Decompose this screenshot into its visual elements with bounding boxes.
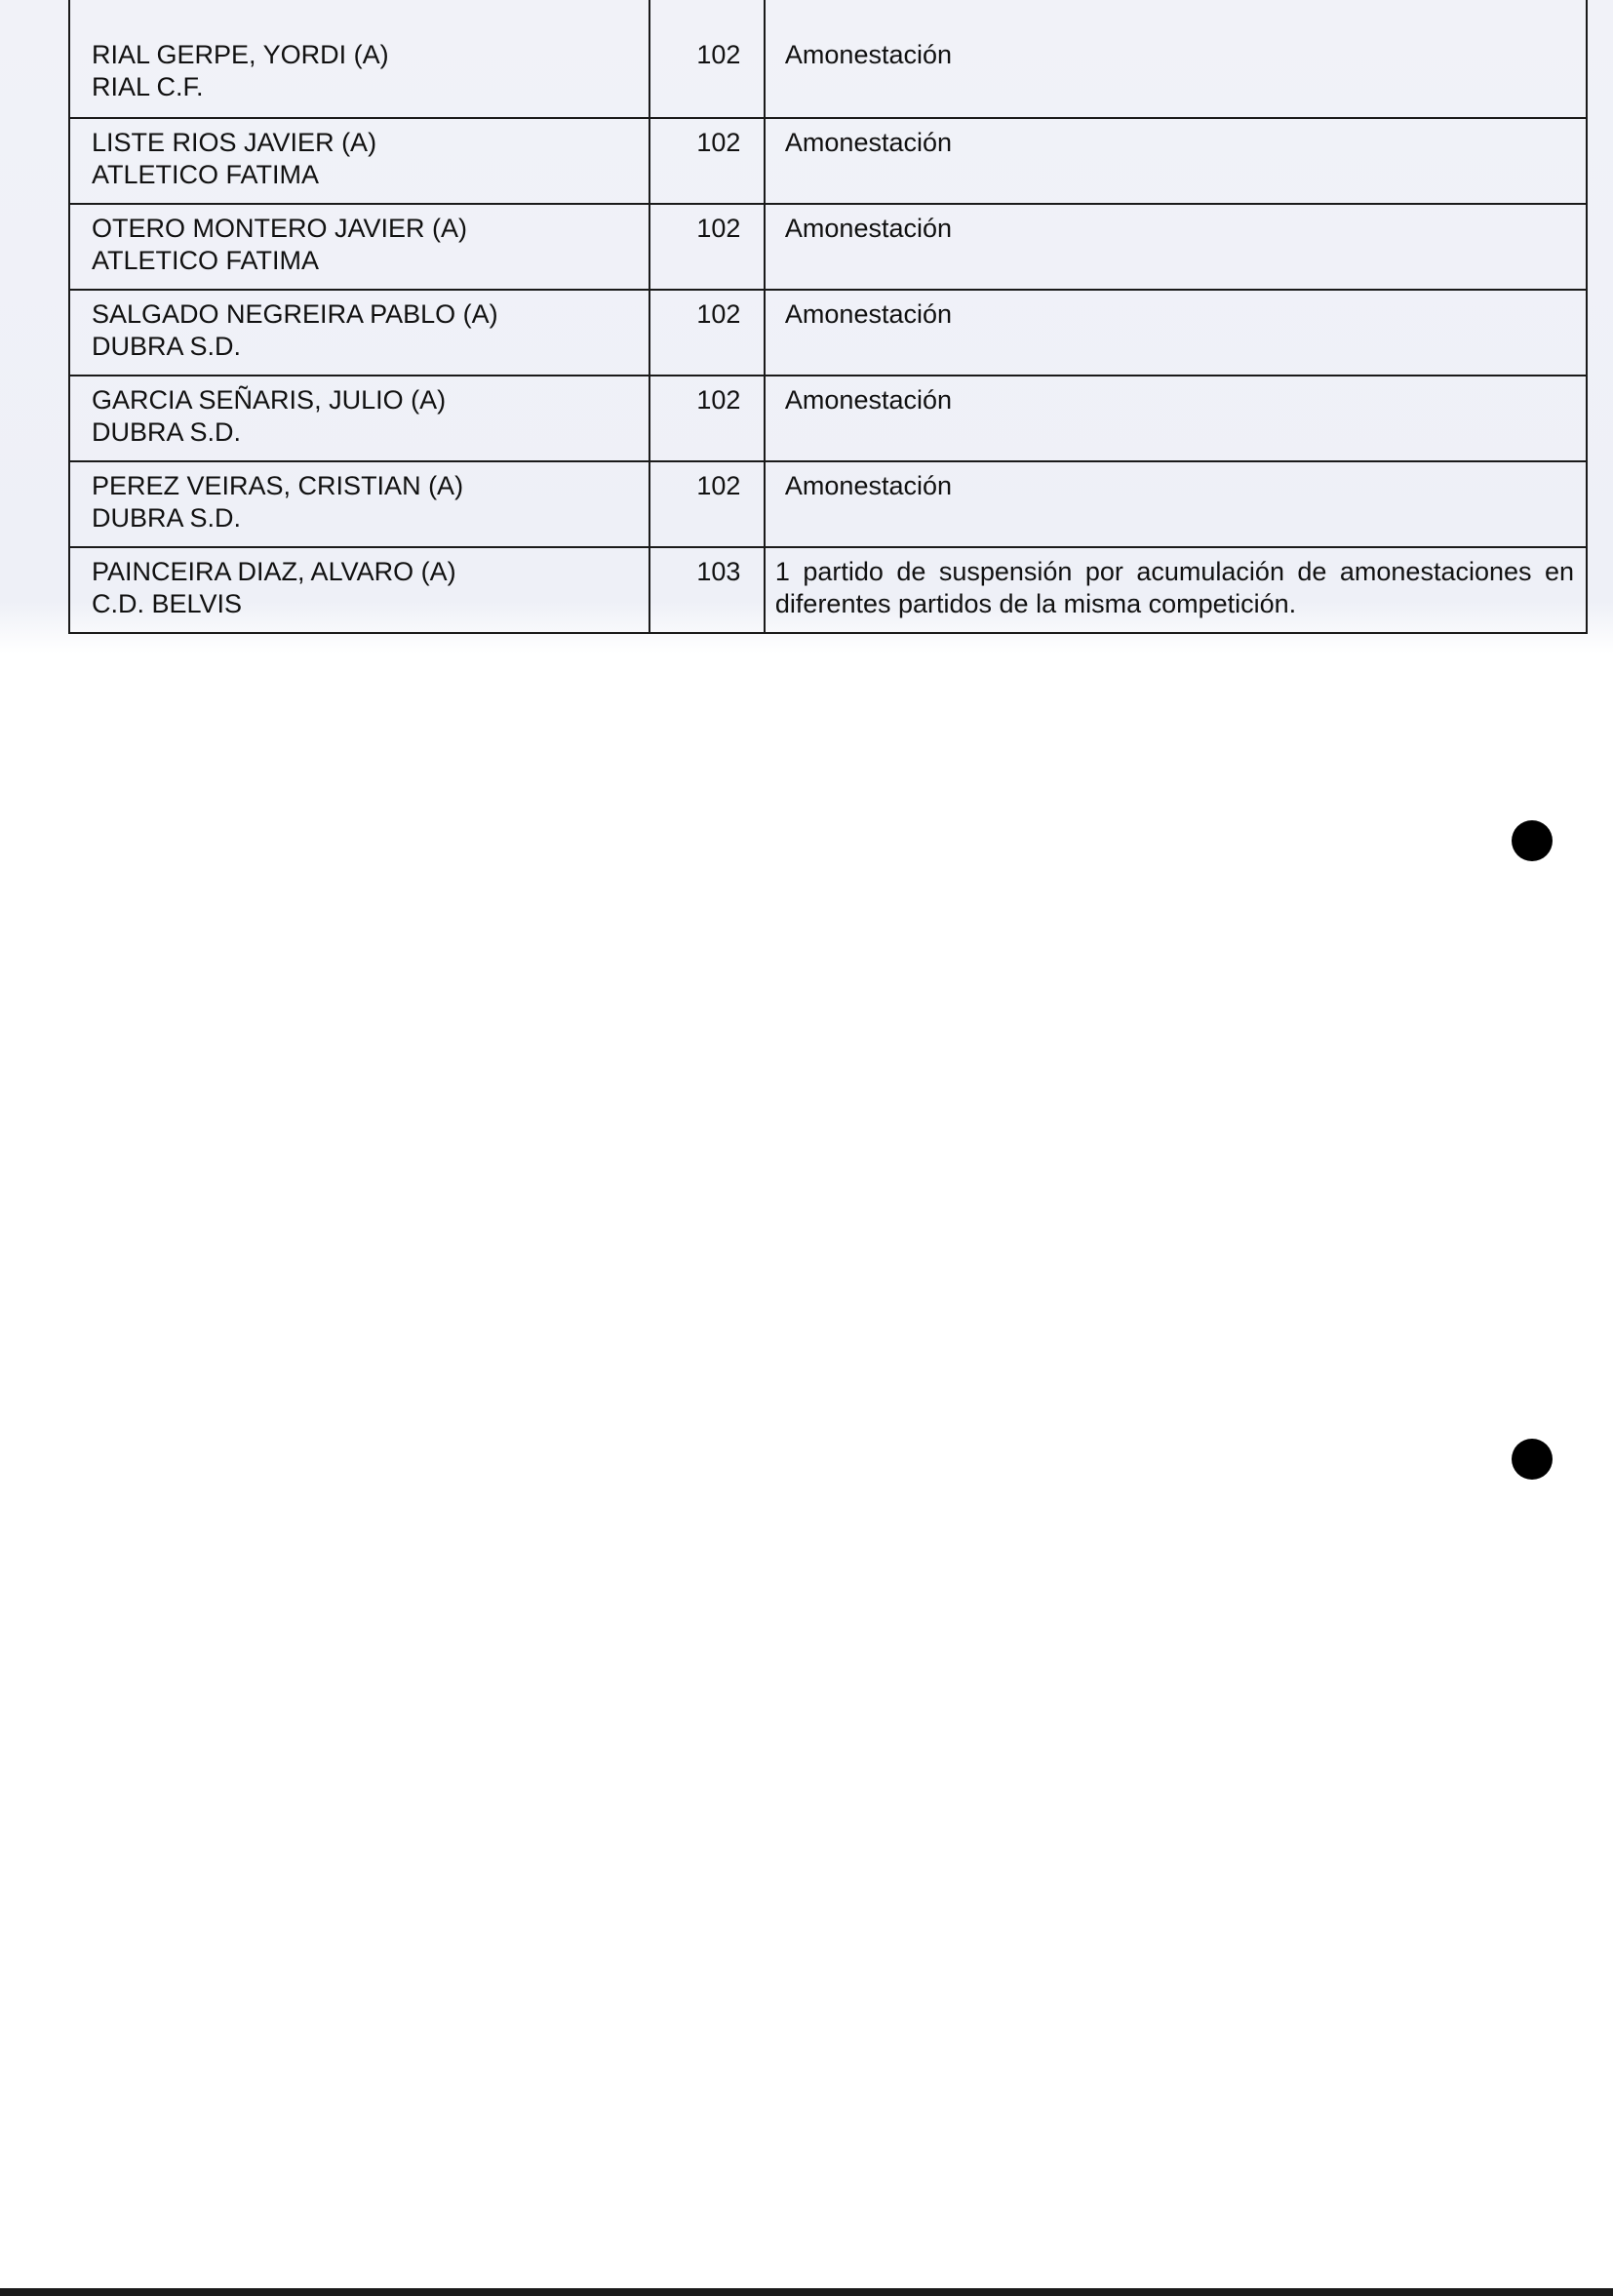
penalty-text: Amonestación — [784, 471, 953, 500]
person-cell — [69, 118, 649, 204]
penalty-cell — [765, 0, 1587, 118]
person-cell — [69, 547, 649, 633]
table-row — [69, 461, 1587, 547]
person-name: PAINCEIRA DIAZ, ALVARO (A) — [92, 557, 456, 586]
club-name: ATLETICO FATIMA — [92, 246, 320, 275]
person-name: SALGADO NEGREIRA PABLO (A) — [92, 299, 498, 329]
penalty-cell — [765, 118, 1587, 204]
table-row — [69, 0, 1587, 118]
club-name: C.D. BELVIS — [92, 589, 243, 618]
article-cell — [649, 0, 765, 118]
penalty-cell — [765, 204, 1587, 290]
person-cell — [69, 290, 649, 376]
person-name: LISTE RIOS JAVIER (A) — [92, 128, 377, 157]
table-row — [69, 376, 1587, 461]
page-bottom-edge — [0, 2288, 1613, 2296]
person-cell — [69, 376, 649, 461]
sanctions-table — [68, 0, 1588, 634]
article-code: 102 — [696, 214, 741, 243]
person-cell — [69, 461, 649, 547]
article-code: 102 — [696, 471, 741, 500]
penalty-cell — [765, 461, 1587, 547]
penalty-text: Amonestación — [784, 128, 953, 157]
article-cell — [649, 376, 765, 461]
person-name: RIAL GERPE, YORDI (A) — [92, 40, 389, 69]
article-code: 102 — [696, 299, 741, 329]
penalty-text: Amonestación — [784, 385, 953, 415]
penalty-cell — [765, 376, 1587, 461]
club-name: RIAL C.F. — [92, 72, 204, 101]
club-name: DUBRA S.D. — [92, 503, 242, 533]
penalty-cell — [765, 290, 1587, 376]
table-row — [69, 118, 1587, 204]
article-code: 102 — [696, 385, 741, 415]
article-cell — [649, 290, 765, 376]
punch-hole-top — [1512, 820, 1553, 861]
table-row — [69, 290, 1587, 376]
club-name: ATLETICO FATIMA — [92, 160, 320, 189]
article-code: 102 — [696, 128, 741, 157]
penalty-text: Amonestación — [784, 299, 953, 329]
table-row — [69, 547, 1587, 633]
article-code: 103 — [696, 557, 741, 586]
penalty-text: Amonestación — [784, 40, 953, 69]
person-cell — [69, 204, 649, 290]
person-name: PEREZ VEIRAS, CRISTIAN (A) — [92, 471, 464, 500]
person-cell — [69, 0, 649, 118]
person-name: OTERO MONTERO JAVIER (A) — [92, 214, 468, 243]
article-code: 102 — [696, 40, 741, 69]
club-name: DUBRA S.D. — [92, 417, 242, 447]
article-cell — [649, 204, 765, 290]
club-name: DUBRA S.D. — [92, 332, 242, 361]
penalty-cell — [765, 547, 1587, 633]
penalty-text: 1 partido de suspensión por acumulación de amonestaciones en diferentes partidos de la misma competición. — [774, 557, 1574, 618]
article-cell — [649, 118, 765, 204]
penalty-text: Amonestación — [784, 214, 953, 243]
article-cell — [649, 461, 765, 547]
punch-hole-bottom — [1512, 1439, 1553, 1480]
table-row — [69, 204, 1587, 290]
article-cell — [649, 547, 765, 633]
person-name: GARCIA SEÑARIS, JULIO (A) — [92, 385, 447, 415]
